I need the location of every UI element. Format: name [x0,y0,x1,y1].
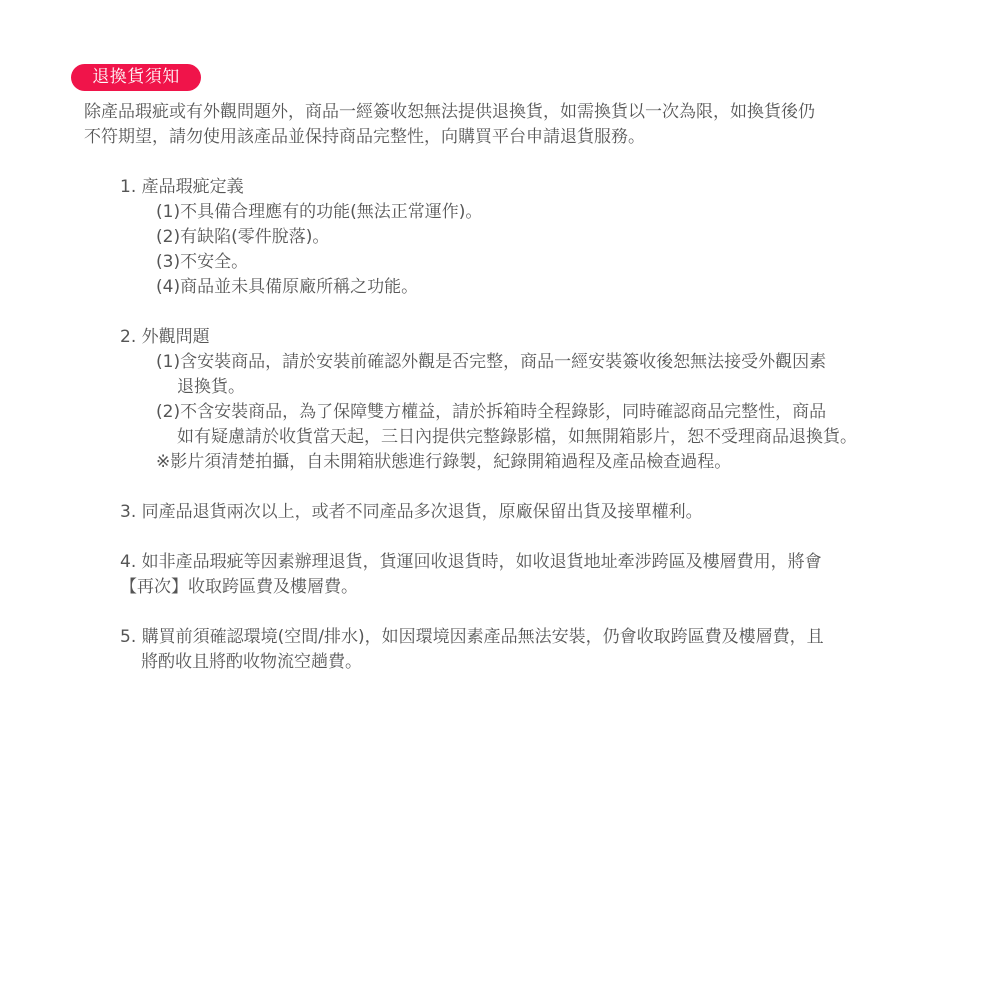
return-policy-document [84,100,944,675]
section-title [120,625,944,675]
section-line: 5. 購買前須確認環境(空間/排水)，如因環境因素產品無法安裝，仍會收取跨區費及樓層費，且 [120,627,824,647]
section-line: 將酌收且將酌收物流空趟費。 [141,652,362,672]
list-item: (3)不安全。 [156,252,249,272]
section-line: 【再次】收取跨區費及樓層費。 [120,577,358,597]
section-return-fees [84,550,944,600]
list-item-line: (2)不含安裝商品，為了保障雙方權益，請於拆箱時全程錄影，同時確認商品完整性，商品 [156,402,827,422]
intro-line-2: 不符期望，請勿使用該產品並保持商品完整性，向購買平台申請退貨服務。 [84,127,645,147]
section-defect-definition [84,175,944,300]
list-item [120,400,944,450]
list-item: (1)不具備合理應有的功能(無法正常運作)。 [156,202,483,222]
intro-paragraph [84,100,944,150]
section-title [120,550,944,600]
list-item [120,350,944,400]
section-install-environment [84,625,944,675]
intro-line-1: 除產品瑕疵或有外觀問題外，商品一經簽收恕無法提供退換貨，如需換貨以一次為限，如換貨後仍 [84,102,815,122]
section-title: 2. 外觀問題 [120,327,210,347]
video-note: ※影片須清楚拍攝，自未開箱狀態進行錄製，紀錄開箱過程及產品檢查過程。 [156,452,732,472]
section-title: 1. 產品瑕疵定義 [120,177,244,197]
list-item: (4)商品並未具備原廠所稱之功能。 [156,277,419,297]
list-item-line: 退換貨。 [177,377,245,397]
list-item: (2)有缺陷(零件脫落)。 [156,227,330,247]
section-title: 3. 同產品退貨兩次以上，或者不同產品多次退貨，原廠保留出貨及接單權利。 [120,502,703,522]
section-repeat-returns [84,500,944,525]
section-appearance-issues [84,325,944,475]
section-line: 4. 如非產品瑕疵等因素辦理退貨，貨運回收退貨時，如收退貨地址牽涉跨區及樓層費用，將會 [120,552,822,572]
notice-badge: 退換貨須知 [71,64,201,91]
list-item-line: 如有疑慮請於收貨當天起，三日內提供完整錄影檔，如無開箱影片，恕不受理商品退換貨。 [177,427,857,447]
list-item-line: (1)含安裝商品，請於安裝前確認外觀是否完整，商品一經安裝簽收後恕無法接受外觀因素 [156,352,827,372]
